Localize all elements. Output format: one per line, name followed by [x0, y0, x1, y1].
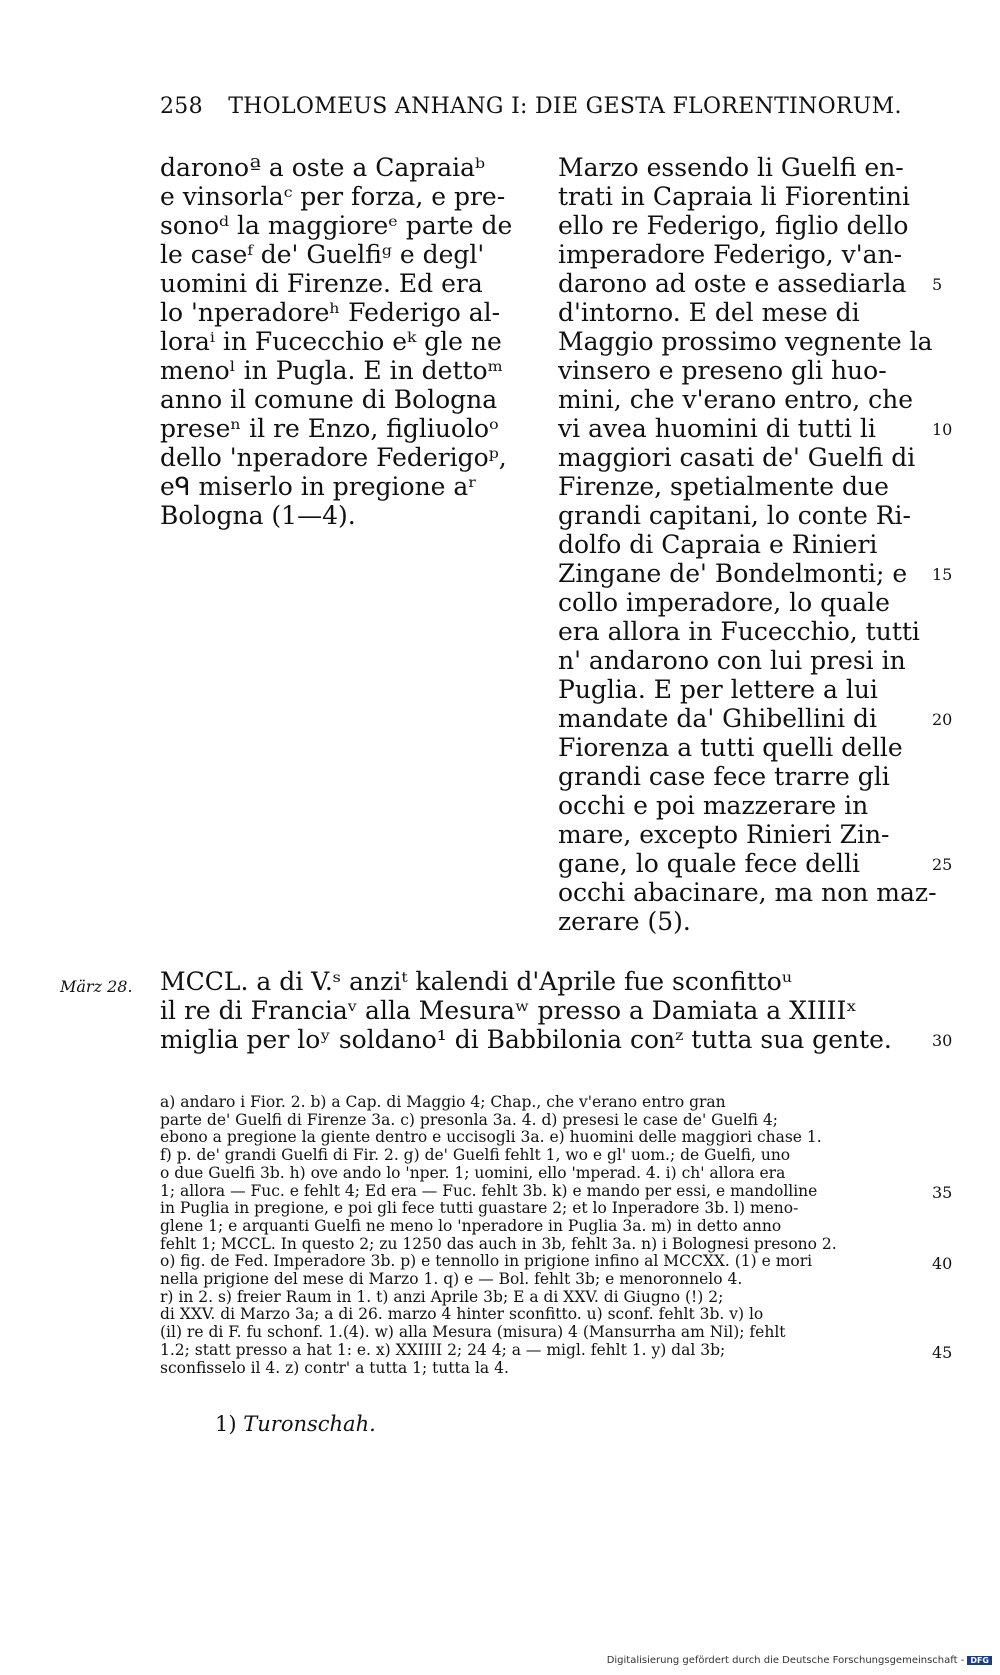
- text-line: maggiori casati de' Guelfi di: [558, 443, 916, 472]
- variant-line: o due Guelfi 3b. h) ove ando lo 'nper. 1; uomini, ello 'mperad. 4. i) ch' allora era: [160, 1163, 786, 1182]
- text-line: zerare (5).: [558, 907, 691, 936]
- text-line: menoˡ in Pugla. E in dettoᵐ: [160, 356, 503, 385]
- variant-line: ebono a pregione la giente dentro e uccisogli 3a. e) huomini delle maggiori chase 1.: [160, 1128, 822, 1147]
- text-line: imperadore Federigo, v'an-: [558, 240, 903, 269]
- text-line: Bologna (1—4).: [160, 501, 356, 530]
- right-column-text: [558, 153, 937, 936]
- line-number: 45: [932, 1342, 953, 1362]
- text-line: d'intorno. E del mese di: [558, 298, 860, 327]
- text-line: uomini di Firenze. Ed era: [160, 269, 483, 298]
- variant-line: 1.2; statt presso a hat 1: e. x) XXIIII 2; 24 4; a — migl. fehlt 1. y) dal 3b;: [160, 1340, 726, 1359]
- text-line: gane, lo quale fece delli: [558, 849, 861, 878]
- page-number: 258: [160, 94, 203, 119]
- margin-date: März 28.: [60, 977, 133, 996]
- digitization-credit: [607, 1655, 992, 1666]
- text-line: miglia per loʸ soldano¹ di Babbilonia conᶻ tutta sua gente.: [160, 1025, 892, 1054]
- variant-line: nella prigione del mese di Marzo 1. q) e — Bol. fehlt 3b; e menoronnelo 4.: [160, 1270, 743, 1289]
- text-line: Fiorenza a tutti quelli delle: [558, 733, 903, 762]
- text-line: occhi abacinare, ma non maz-: [558, 878, 937, 907]
- text-line: le caseᶠ de' Guelfiᵍ e degl': [160, 240, 485, 269]
- variant-line: fehlt 1; MCCL. In questo 2; zu 1250 das auch in 3b, fehlt 3a. n) i Bolognesi presono 2.: [160, 1234, 837, 1253]
- line-number: 40: [932, 1254, 953, 1274]
- text-line: n' andarono con lui presi in: [558, 646, 906, 675]
- text-line: grandi capitani, lo conte Ri-: [558, 501, 911, 530]
- text-line: grandi case fece trarre gli: [558, 762, 890, 791]
- line-number: 25: [932, 854, 953, 874]
- footnote-marker: 1): [215, 1412, 237, 1436]
- variant-line: 1; allora — Fuc. e fehlt 4; Ed era — Fuc. fehlt 3b. k) e mando per essi, e mandolline: [160, 1181, 818, 1200]
- text-line: il re di Franciaᵛ alla Mesuraʷ presso a Damiata a XIIIIˣ: [160, 996, 858, 1025]
- text-line: loraⁱ in Fucecchio eᵏ gle ne: [160, 327, 502, 356]
- text-line: vinsero e preseno gli huo-: [558, 356, 887, 385]
- line-number: 5: [932, 274, 943, 294]
- text-line: Marzo essendo li Guelfi en-: [558, 153, 904, 182]
- variant-line: r) in 2. s) freier Raum in 1. t) anzi Aprile 3b; E a di XXV. di Giugno (!) 2;: [160, 1287, 724, 1306]
- variant-line: (il) re di F. fu schonf. 1.(4). w) alla Mesura (misura) 4 (Mansurrha am Nil); fehlt: [160, 1323, 786, 1342]
- text-line: trati in Capraia li Fiorentini: [558, 182, 910, 211]
- variant-apparatus: [160, 1094, 920, 1377]
- text-line: collo imperadore, lo quale: [558, 588, 890, 617]
- variant-line: sconfisselo il 4. z) contr' a tutta 1; tutta la 4.: [160, 1358, 509, 1377]
- text-line: Firenze, spetialmente due: [558, 472, 889, 501]
- main-entry-text: [160, 967, 930, 1054]
- running-header: [160, 94, 920, 119]
- text-line: mare, excepto Rinieri Zin-: [558, 820, 890, 849]
- variant-line: in Puglia in pregione, e poi gli fece tutti guastare 2; et lo Inperadore 3b. l) meno-: [160, 1199, 799, 1218]
- text-line: Maggio prossimo vegnente la: [558, 327, 933, 356]
- text-line: ello re Federigo, figlio dello: [558, 211, 909, 240]
- text-line: Puglia. E per lettere a lui: [558, 675, 878, 704]
- text-line: sonoᵈ la maggioreᵉ parte de: [160, 211, 513, 240]
- text-line: daronoª a oste a Capraiaᵇ: [160, 153, 486, 182]
- variant-line: parte de' Guelfi di Firenze 3a. c) presonla 3a. 4. d) presesi le case de' Guelfi 4;: [160, 1110, 779, 1129]
- text-line: dello 'nperadore Federigoᵖ,: [160, 443, 507, 472]
- credit-text: Digitalisierung gefördert durch die Deutsche Forschungsgemeinschaft -: [606, 1655, 965, 1666]
- text-line: e vinsorlaᶜ per forza, e pre-: [160, 182, 506, 211]
- left-column-text: [160, 153, 530, 530]
- line-number: 30: [932, 1030, 953, 1050]
- dfg-logo: DFG: [967, 1656, 992, 1665]
- variant-line: di XXV. di Marzo 3a; a di 26. marzo 4 hinter sconfitto. u) sconf. fehlt 3b. v) lo: [160, 1305, 764, 1324]
- text-line: anno il comune di Bologna: [160, 385, 498, 414]
- text-line: dolfo di Capraia e Rinieri: [558, 530, 878, 559]
- running-title: THOLOMEUS ANHANG I: DIE GESTA FLORENTINORUM.: [228, 94, 902, 119]
- variant-line: glene 1; e arquanti Guelfi ne meno lo 'nperadore in Puglia 3a. m) in detto anno: [160, 1216, 782, 1235]
- text-line: preseⁿ il re Enzo, figliuoloᵒ: [160, 414, 499, 443]
- text-line: mandate da' Ghibellini di: [558, 704, 878, 733]
- line-number: 35: [932, 1183, 953, 1203]
- text-line: MCCL. a di V.ˢ anziᵗ kalendi d'Aprile fue sconfittoᵘ: [160, 967, 792, 996]
- line-number: 10: [932, 419, 953, 439]
- variant-line: o) fig. de Fed. Imperadore 3b. p) e tennollo in prigione infino al MCCXX. (1) e mori: [160, 1252, 813, 1271]
- line-number: 20: [932, 709, 953, 729]
- line-number: 15: [932, 564, 953, 584]
- text-line: mini, che v'erano entro, che: [558, 385, 914, 414]
- text-line: vi avea huomini di tutti li: [558, 414, 876, 443]
- text-line: darono ad oste e assediarla: [558, 269, 907, 298]
- text-line: Zingane de' Bondelmonti; e: [558, 559, 908, 588]
- text-line: occhi e poi mazzerare in: [558, 791, 869, 820]
- footnote-text: Turonschah.: [243, 1412, 376, 1436]
- text-line: era allora in Fucecchio, tutti: [558, 617, 920, 646]
- text-line: lo 'nperadoreʰ Federigo al-: [160, 298, 501, 327]
- variant-line: a) andaro i Fior. 2. b) a Cap. di Maggio 4; Chap., che v'erano entro gran: [160, 1093, 726, 1111]
- footnote: [215, 1412, 376, 1436]
- variant-line: f) p. de' grandi Guelfi di Fir. 2. g) de' Guelfi fehlt 1, wo e gl' uom.; de Guelfi, uno: [160, 1146, 791, 1165]
- text-line: eᑫ miserlo in pregione aʳ: [160, 472, 477, 501]
